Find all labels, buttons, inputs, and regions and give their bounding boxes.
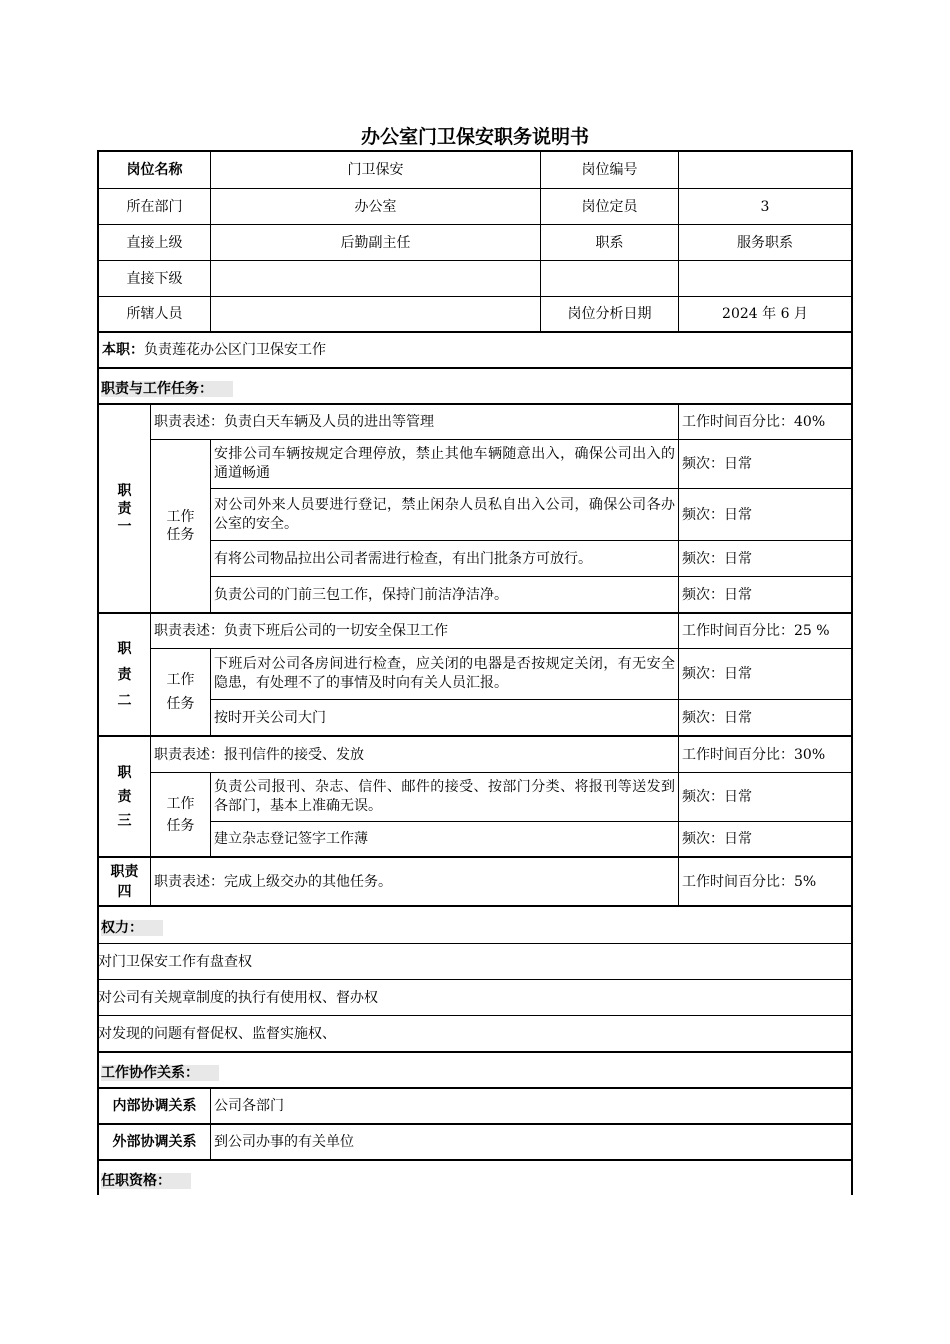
- power-heading: 权力：: [99, 919, 165, 937]
- duty-3-percent: 工作时间百分比：30%: [682, 746, 826, 763]
- duty-1-desc: 职责表述：负责白天车辆及人员的进出等管理: [154, 414, 434, 430]
- duty-3-desc: 职责表述：报刊信件的接受、发放: [154, 746, 364, 763]
- duty-1-task-label: 工作 任务: [166, 509, 195, 543]
- duty-2-task-2: 按时开关公司大门: [214, 709, 326, 726]
- internal-coop-label: 内部协调关系: [112, 1098, 197, 1114]
- duty-1-task-3: 有将公司物品拉出公司者需进行检查，有出门批条方可放行。: [214, 550, 592, 567]
- cooperation-heading: 工作协作关系：: [99, 1064, 221, 1082]
- internal-coop-value: 公司各部门: [214, 1098, 284, 1114]
- duty-1-task-4: 负责公司的门前三包工作，保持门前洁净洁净。: [214, 586, 508, 603]
- position-code-value: [679, 152, 851, 188]
- duty-3-task-label: 工作 任务: [166, 795, 195, 834]
- external-coop-label: 外部协调关系: [112, 1134, 197, 1150]
- position-code-label: 岗位编号: [581, 162, 638, 178]
- analysis-date-value: 2024 年 6 月: [722, 306, 808, 322]
- duties-heading: 职责与工作任务：: [99, 380, 235, 398]
- duty-1-task-2: 对公司外来人员要进行登记，禁止闲杂人员私自出入公司，确保公司各办公室的安全。: [214, 496, 675, 532]
- power-item-1: 对门卫保安工作有盘查权: [98, 953, 252, 970]
- duty-2-task-1-freq: 频次：日常: [682, 666, 752, 682]
- duty-3-task-2: 建立杂志登记签字工作薄: [214, 831, 368, 847]
- duty-3-task-1-freq: 频次：日常: [682, 789, 752, 805]
- duty-1-task-1-freq: 频次：日常: [682, 456, 752, 472]
- power-item-2: 对公司有关规章制度的执行有使用权、督办权: [98, 989, 378, 1006]
- supervisor-value: 后勤副主任: [340, 234, 411, 251]
- job-family-label: 职系: [595, 234, 624, 251]
- duty-1-task-4-freq: 频次：日常: [682, 586, 752, 603]
- duty-3-task-1: 负责公司报刊、杂志、信件、邮件的接受、按部门分类、将报刊等送发到各部门，基本上准确无误。: [214, 779, 675, 814]
- subordinate-value: [211, 261, 540, 296]
- duty-1-task-3-freq: 频次：日常: [682, 550, 752, 567]
- department-label: 所在部门: [126, 198, 183, 215]
- external-coop-value: 到公司办事的有关单位: [214, 1134, 354, 1150]
- duty-2-task-1: 下班后对公司各房间进行检查，应关闭的电器是否按规定关闭，有无安全隐患，有处理不了的事情及时向有关人员汇报。: [214, 656, 675, 691]
- duty-2-task-label: 工作 任务: [166, 672, 195, 712]
- duty-4-percent: 工作时间百分比：5%: [682, 873, 817, 890]
- job-family-value: 服务职系: [737, 234, 793, 251]
- power-item-3: 对发现的问题有督促权、监督实施权、: [98, 1025, 336, 1042]
- duty-4-desc: 职责表述：完成上级交办的其他任务。: [154, 873, 392, 890]
- qualification-heading: 任职资格：: [99, 1172, 193, 1190]
- headcount-value: 3: [760, 198, 770, 215]
- duty-1-task-1: 安排公司车辆按规定合理停放，禁止其他车辆随意出入，确保公司出入的通道畅通: [214, 446, 675, 481]
- main-duty-row: [99, 333, 851, 367]
- document-title: 办公室门卫保安职务说明书: [360, 126, 589, 148]
- staff-value: [211, 297, 540, 331]
- department-value: 办公室: [354, 198, 397, 215]
- duty-2-percent: 工作时间百分比：25 %: [682, 623, 830, 639]
- duty-2-task-2-freq: 频次：日常: [682, 709, 752, 726]
- duty-2-label: 职 责 二: [117, 640, 132, 709]
- empty-value: [679, 261, 851, 296]
- main-duty-label: 本职：: [102, 342, 144, 358]
- subordinate-label: 直接下级: [126, 270, 183, 287]
- duty-1-percent: 工作时间百分比：40%: [682, 414, 826, 430]
- main-duty-text: 负责莲花办公区门卫保安工作: [144, 342, 326, 358]
- duty-1-task-2-freq: 频次：日常: [682, 506, 752, 523]
- duty-3-task-2-freq: 频次：日常: [682, 831, 752, 847]
- position-name-value: 门卫保安: [347, 162, 404, 178]
- duty-4-label: 职责 四: [110, 863, 139, 900]
- supervisor-label: 直接上级: [126, 234, 183, 251]
- duty-3-label: 职 责 三: [117, 764, 132, 829]
- staff-label: 所辖人员: [126, 306, 183, 322]
- analysis-date-label: 岗位分析日期: [567, 306, 652, 322]
- duty-2-desc: 职责表述：负责下班后公司的一切安全保卫工作: [154, 623, 448, 639]
- headcount-label: 岗位定员: [581, 198, 638, 215]
- duty-1-label: 职 责 一: [117, 482, 132, 535]
- position-name-label: 岗位名称: [126, 162, 183, 178]
- empty-label: [541, 261, 678, 296]
